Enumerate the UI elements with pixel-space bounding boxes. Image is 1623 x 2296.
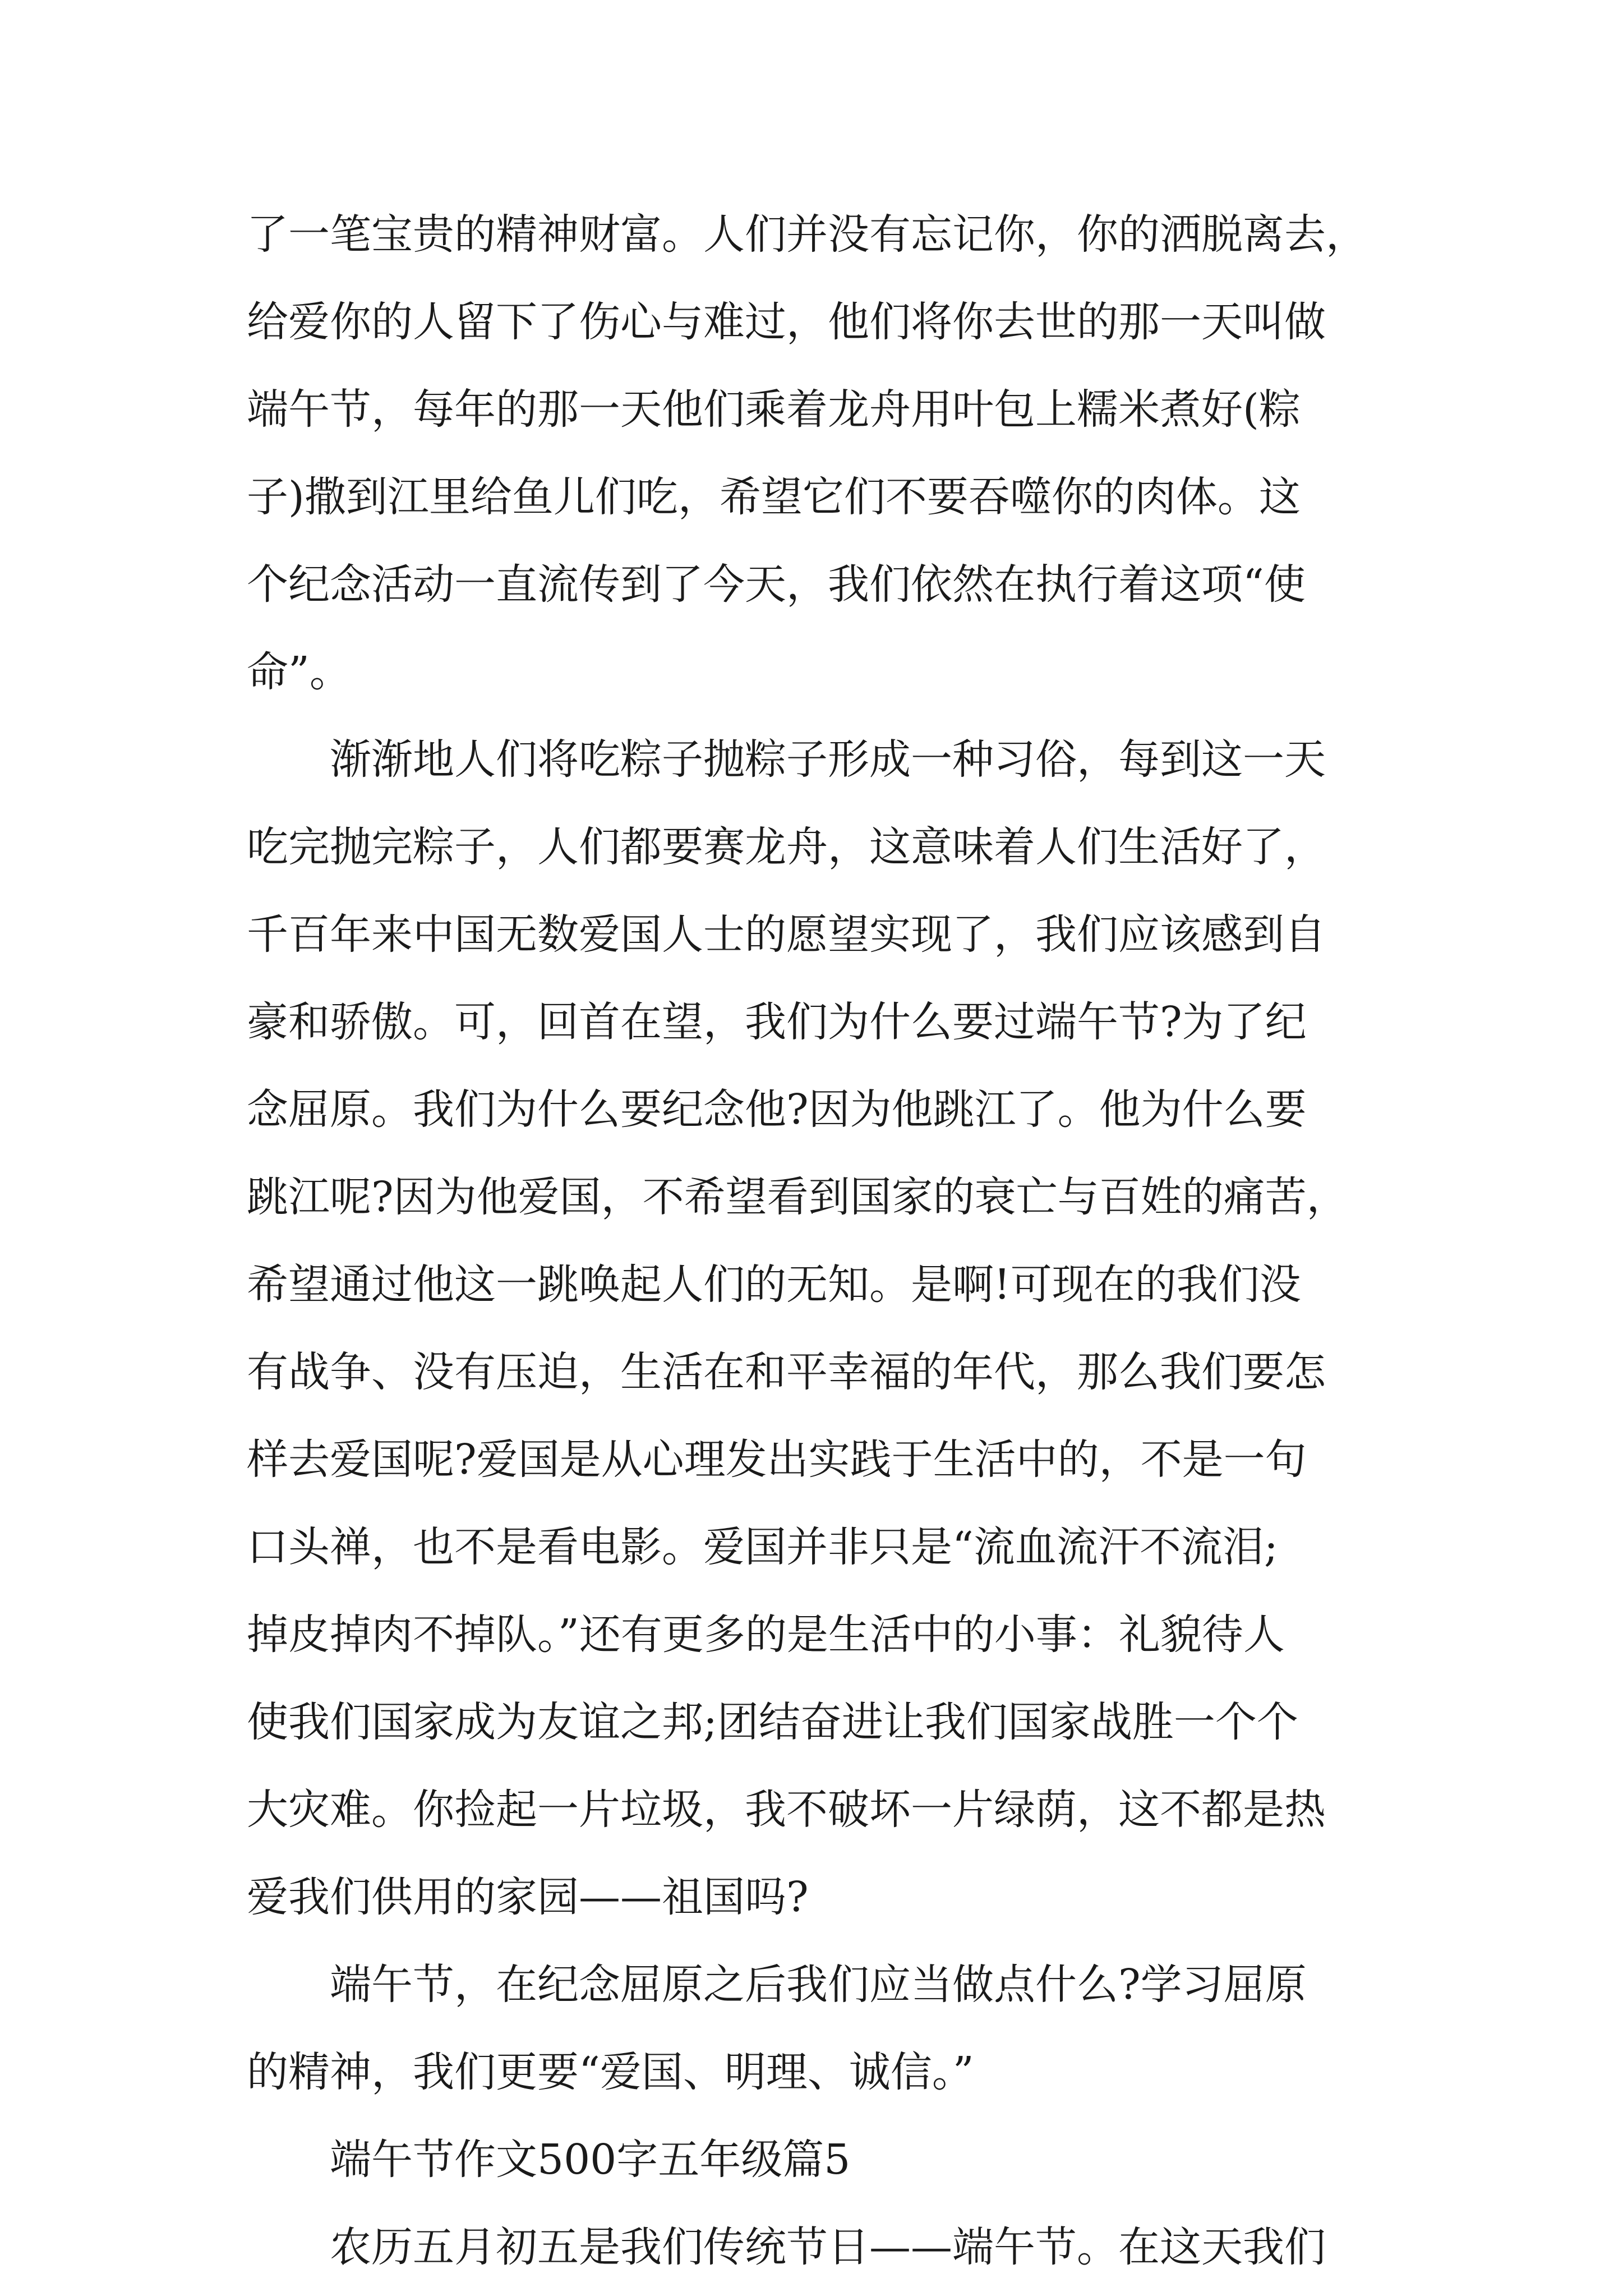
text-line: 端午节，在纪念屈原之后我们应当做点什么?学习屈原 (330, 1961, 1307, 2009)
text-line: 样去爱国呢?爱国是从心理发出实践于生活中的，不是一句 (247, 1435, 1307, 1484)
text-line: 了一笔宝贵的精神财富。人们并没有忘记你，你的洒脱离去， (247, 210, 1367, 259)
paragraph-2 (247, 716, 1391, 1941)
text-line: 口头禅，也不是看电影。爱国并非只是“流血流汗不流泪; (247, 1523, 1278, 1571)
text-line: 子)撒到江里给鱼儿们吃，希望它们不要吞噬你的肉体。这 (247, 473, 1301, 521)
text-line: 有战争、没有压迫，生活在和平幸福的年代，那么我们要怎 (247, 1348, 1326, 1396)
text-line: 跳江呢?因为他爱国，不希望看到国家的衰亡与百姓的痛苦， (247, 1173, 1348, 1221)
text-line: 吃完抛完粽子，人们都要赛龙舟，这意味着人们生活好了， (247, 823, 1326, 871)
paragraph-1 (247, 191, 1391, 716)
document-body (247, 191, 1391, 2291)
text-line: 端午节，每年的那一天他们乘着龙舟用叶包上糯米煮好(粽 (247, 385, 1301, 434)
text-line: 念屈原。我们为什么要纪念他?因为他跳江了。他为什么要 (247, 1085, 1307, 1134)
section-heading (247, 2116, 1391, 2203)
text-line: 渐渐地人们将吃粽子抛粽子形成一种习俗，每到这一天 (330, 735, 1326, 784)
text-line: 大灾难。你捡起一片垃圾，我不破坏一片绿荫，这不都是热 (247, 1786, 1326, 1834)
text-line: 豪和骄傲。可，回首在望，我们为什么要过端午节?为了纪 (247, 998, 1307, 1046)
text-line: 希望通过他这一跳唤起人们的无知。是啊!可现在的我们没 (247, 1260, 1301, 1309)
text-line: 命”。 (247, 648, 351, 696)
text-line: 给爱你的人留下了伤心与难过，他们将你去世的那一天叫做 (247, 298, 1326, 346)
text-line: 的精神，我们更要“爱国、明理、诚信。” (247, 2048, 974, 2096)
paragraph-4 (247, 2203, 1391, 2291)
heading-text: 端午节作文500字五年级篇5 (330, 2136, 851, 2184)
text-line: 个纪念活动一直流传到了今天，我们依然在执行着这项“使 (247, 560, 1306, 609)
text-line: 爱我们供用的家园——祖国吗? (247, 1873, 809, 1921)
text-line: 掉皮掉肉不掉队。”还有更多的是生活中的小事：礼貌待人 (247, 1611, 1285, 1659)
text-line: 千百年来中国无数爱国人士的愿望实现了，我们应该感到自 (247, 910, 1326, 959)
text-line: 使我们国家成为友谊之邦;团结奋进让我们国家战胜一个个 (247, 1698, 1298, 1746)
text-line: 农历五月初五是我们传统节日——端午节。在这天我们 (330, 2223, 1326, 2271)
paragraph-3 (247, 1941, 1391, 2116)
